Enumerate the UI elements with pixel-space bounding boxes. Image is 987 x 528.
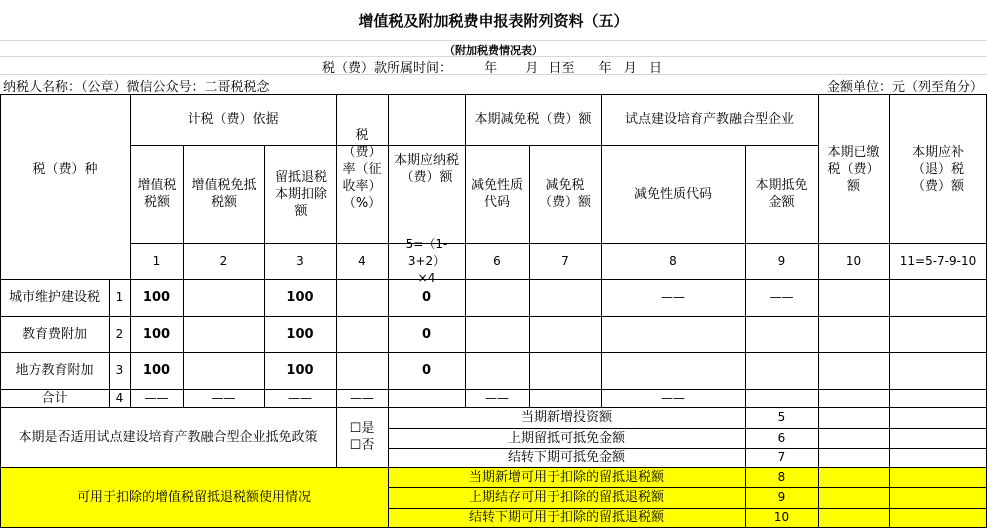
period-m2: 月	[623, 61, 637, 76]
page-title: 增值税及附加税费申报表附列资料（五）	[358, 12, 629, 30]
row-payable: 0	[421, 290, 432, 305]
policy-item-label: 结转下期可抵免金额	[507, 450, 625, 465]
total-dash: ——	[211, 390, 236, 405]
retained-item-number: 10	[773, 510, 790, 524]
row-pilot-code: ——	[661, 290, 685, 304]
row-number: 1	[115, 290, 124, 304]
policy-no-checkbox[interactable]: ☐否	[349, 438, 375, 453]
page-subtitle: （附加税费情况表）	[444, 44, 543, 57]
row-name: 地方教育附加	[15, 363, 94, 378]
total-dash: ——	[350, 390, 374, 405]
header-reduction: 本期减免税（费）额	[474, 112, 592, 127]
header-refund: 本期应补（退）税（费）额	[911, 144, 964, 194]
retained-item-label: 当期新增可用于扣除的留抵退税额	[468, 469, 664, 485]
row-retained-refund[interactable]: 100	[286, 290, 314, 305]
period-label: 税（费）款所属时间：	[322, 61, 453, 76]
period-y2: 年	[598, 61, 612, 76]
col-number: 7	[561, 253, 569, 268]
policy-yes-checkbox[interactable]: ☐是	[349, 421, 375, 436]
row-retained-refund[interactable]: 100	[286, 363, 314, 378]
policy-question: 本期是否适用试点建设培育产教融合型企业抵免政策	[18, 429, 318, 445]
col-number: 1	[152, 253, 161, 268]
header-pilot-code: 减免性质代码	[633, 186, 712, 202]
row-name: 城市维护建设税	[8, 290, 100, 305]
col-number: 6	[493, 253, 501, 268]
col-number: 2	[219, 253, 228, 268]
period-m1: 月	[525, 61, 539, 76]
col-number: 11=5-7-9-10	[899, 253, 977, 268]
header-vat-exempt: 增值税免抵税额	[191, 178, 257, 210]
col-number: 10	[845, 253, 862, 268]
retained-item-label: 上期结存可用于扣除的留抵退税额	[468, 490, 664, 505]
row-pilot-amount: ——	[769, 290, 794, 304]
row-vat-amount[interactable]: 100	[142, 326, 171, 342]
row-vat-amount[interactable]: 100	[142, 290, 171, 305]
total-dash: ——	[661, 390, 685, 405]
policy-options	[336, 407, 388, 467]
header-payable: 本期应纳税（费）额	[393, 153, 459, 185]
retained-item-number: 9	[777, 490, 786, 504]
period-y1: 年	[484, 61, 498, 76]
col-number: 4	[358, 253, 366, 268]
policy-item-label: 当期新增投资额	[520, 410, 612, 425]
col-number: 3	[296, 253, 304, 268]
row-payable: 0	[421, 363, 432, 378]
row-retained-refund[interactable]: 100	[286, 326, 314, 342]
header-basis: 计税（费）依据	[187, 112, 279, 127]
period-line	[322, 57, 662, 76]
total-dash: ——	[288, 390, 312, 405]
retained-item-label: 结转下期可用于扣除的留抵退税额	[468, 510, 664, 525]
header-reduction-amount: 减免税（费）额	[538, 178, 591, 210]
col-number: 8	[669, 253, 677, 268]
total-dash: ——	[144, 390, 169, 405]
policy-item-label: 上期留抵可抵免金额	[507, 430, 625, 446]
header-retained-refund: 留抵退税本期扣除额	[274, 169, 327, 219]
col-number: 9	[777, 253, 786, 268]
row-name: 教育费附加	[21, 326, 87, 342]
total-label: 合计	[41, 390, 68, 406]
header-pilot-amount: 本期抵免金额	[755, 178, 808, 210]
taxpayer-name: 纳税人名称：（公章）微信公众号：二哥税税念	[3, 80, 270, 95]
header-paid: 本期已缴税（费）额	[827, 144, 880, 194]
retained-usage-title: 可用于扣除的增值税留抵退税额使用情况	[76, 490, 311, 505]
amount-unit: 金额单位：元（列至角分）	[826, 80, 983, 95]
row-number: 3	[115, 363, 124, 377]
policy-item-number: 7	[777, 450, 786, 464]
period-d2: 日	[648, 61, 662, 76]
header-tax-type: 税（费）种	[32, 161, 98, 177]
policy-item-number: 6	[777, 430, 786, 445]
period-d1: 日至	[548, 61, 575, 76]
header-reduction-code: 减免性质代码	[471, 178, 524, 210]
row-payable: 0	[421, 326, 432, 342]
header-vat-amount: 增值税税额	[137, 178, 177, 210]
row-number: 2	[115, 326, 124, 341]
policy-item-number: 5	[777, 410, 786, 424]
header-pilot: 试点建设培育产教融合型企业	[624, 112, 794, 127]
row-vat-amount[interactable]: 100	[142, 363, 171, 378]
header-rate: 税（费）率（征收率）（%）	[342, 127, 382, 211]
col-number: 5=（1-3+2）×4	[405, 236, 448, 285]
retained-item-number: 8	[777, 469, 786, 484]
total-dash: ——	[485, 390, 509, 405]
total-number: 4	[115, 390, 124, 405]
